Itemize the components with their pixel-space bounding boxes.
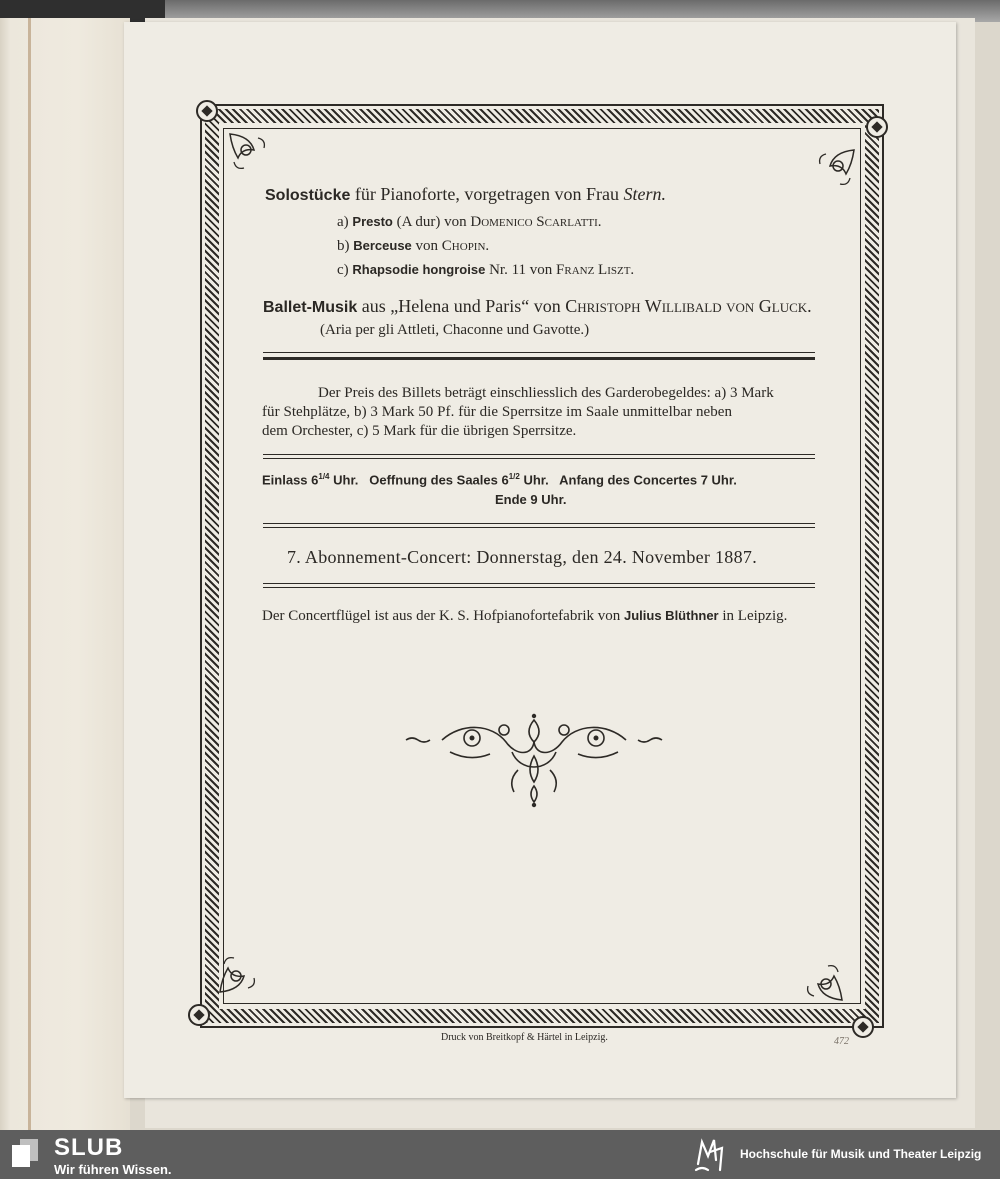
ballet-heading: [263, 296, 812, 317]
solo-heading-bold: Solostücke: [265, 187, 351, 204]
divider-rule: [263, 458, 815, 459]
solo-heading-text: für Pianoforte, vorgetragen von Frau: [354, 184, 619, 204]
item-marker: c): [337, 262, 349, 278]
divider-rule: [263, 523, 815, 524]
ornament-vignette-icon: [402, 712, 666, 808]
times-line: [262, 472, 737, 487]
item-title: Presto: [352, 214, 393, 229]
solo-item: [337, 214, 602, 231]
price-line: für Stehplätze, b) 3 Mark 50 Pf. für die Sperrsitze im Saale unmittelbar neben: [262, 404, 733, 420]
ballet-title-bold: Ballet-Musik: [263, 299, 358, 316]
einlass-text: Einlass 6: [262, 472, 319, 488]
fleuron-icon: [800, 958, 844, 1002]
library-tagline: Wir führen Wissen.: [54, 1162, 172, 1177]
ballet-composer: Christoph Willibald von Gluck.: [565, 296, 812, 316]
fleuron-icon: [228, 132, 272, 176]
printer-imprint: Druck von Breitkopf & Härtel in Leipzig.: [441, 1032, 608, 1043]
divider-rule: [263, 454, 815, 455]
item-marker: a): [337, 214, 349, 230]
corner-ornament-icon: [852, 1016, 874, 1038]
oeffnung-fraction: 1/2: [508, 472, 520, 481]
divider-rule: [263, 527, 815, 528]
piano-note-suffix: in Leipzig.: [722, 608, 788, 624]
item-detail: (A dur) von: [396, 214, 467, 230]
oeffnung-text: Oeffnung des Saales 6: [369, 472, 509, 488]
ballet-subtitle: (Aria per gli Attleti, Chaconne und Gavotte.): [320, 322, 590, 338]
corner-ornament-icon: [188, 1004, 210, 1026]
viewer-footer: [0, 1130, 1000, 1179]
oeffnung-suffix: Uhr.: [523, 472, 549, 488]
next-concert: 7. Abonnement-Concert: Donnerstag, den 24. November 1887.: [287, 547, 757, 567]
item-title: Rhapsodie hongroise: [352, 262, 486, 277]
einlass-fraction: 1/4: [318, 472, 330, 481]
divider-rule: [263, 583, 815, 584]
ballet-title-text: aus „Helena und Paris“ von: [361, 296, 561, 316]
item-composer: Franz Liszt.: [556, 262, 635, 278]
solo-item: [337, 238, 489, 255]
institution-name[interactable]: Hochschule für Musik und Theater Leipzig: [740, 1147, 982, 1161]
price-line: Der Preis des Billets beträgt einschliesslich des Garderobegeldes: a) 3 Mark: [318, 385, 774, 401]
slub-logo-icon[interactable]: [12, 1139, 38, 1169]
piano-note: [262, 608, 787, 625]
fleuron-icon: [218, 950, 262, 994]
piano-note-text: Der Concertflügel ist aus der K. S. Hofpianofortefabrik von: [262, 608, 621, 624]
page-edge-line: [28, 18, 31, 1130]
facing-page: [0, 18, 130, 1130]
einlass-suffix: Uhr.: [333, 472, 359, 488]
price-paragraph: [262, 384, 818, 441]
item-detail: von: [415, 238, 439, 254]
divider-rule: [263, 357, 815, 360]
library-name[interactable]: SLUB: [54, 1134, 124, 1161]
fleuron-icon: [812, 148, 856, 192]
solo-heading: [265, 184, 666, 205]
item-composer: Domenico Scarlatti.: [470, 214, 602, 230]
solo-item: [337, 262, 634, 279]
institution-logo-icon[interactable]: [692, 1134, 730, 1174]
ende-text: Ende 9 Uhr.: [495, 492, 567, 507]
item-title: Berceuse: [353, 238, 412, 253]
corner-ornament-icon: [196, 100, 218, 122]
solo-performer: Stern.: [623, 184, 666, 204]
anfang-text: Anfang des Concertes 7 Uhr.: [559, 472, 737, 488]
corner-ornament-icon: [866, 116, 888, 138]
divider-rule: [263, 587, 815, 588]
divider-rule: [263, 352, 815, 353]
price-line: dem Orchester, c) 5 Mark für die übrigen Sperrsitze.: [262, 423, 577, 439]
page-mark: 472: [834, 1036, 849, 1047]
item-detail: Nr. 11 von: [489, 262, 553, 278]
item-composer: Chopin.: [441, 238, 490, 254]
piano-maker: Julius Blüthner: [624, 608, 719, 623]
item-marker: b): [337, 238, 350, 254]
